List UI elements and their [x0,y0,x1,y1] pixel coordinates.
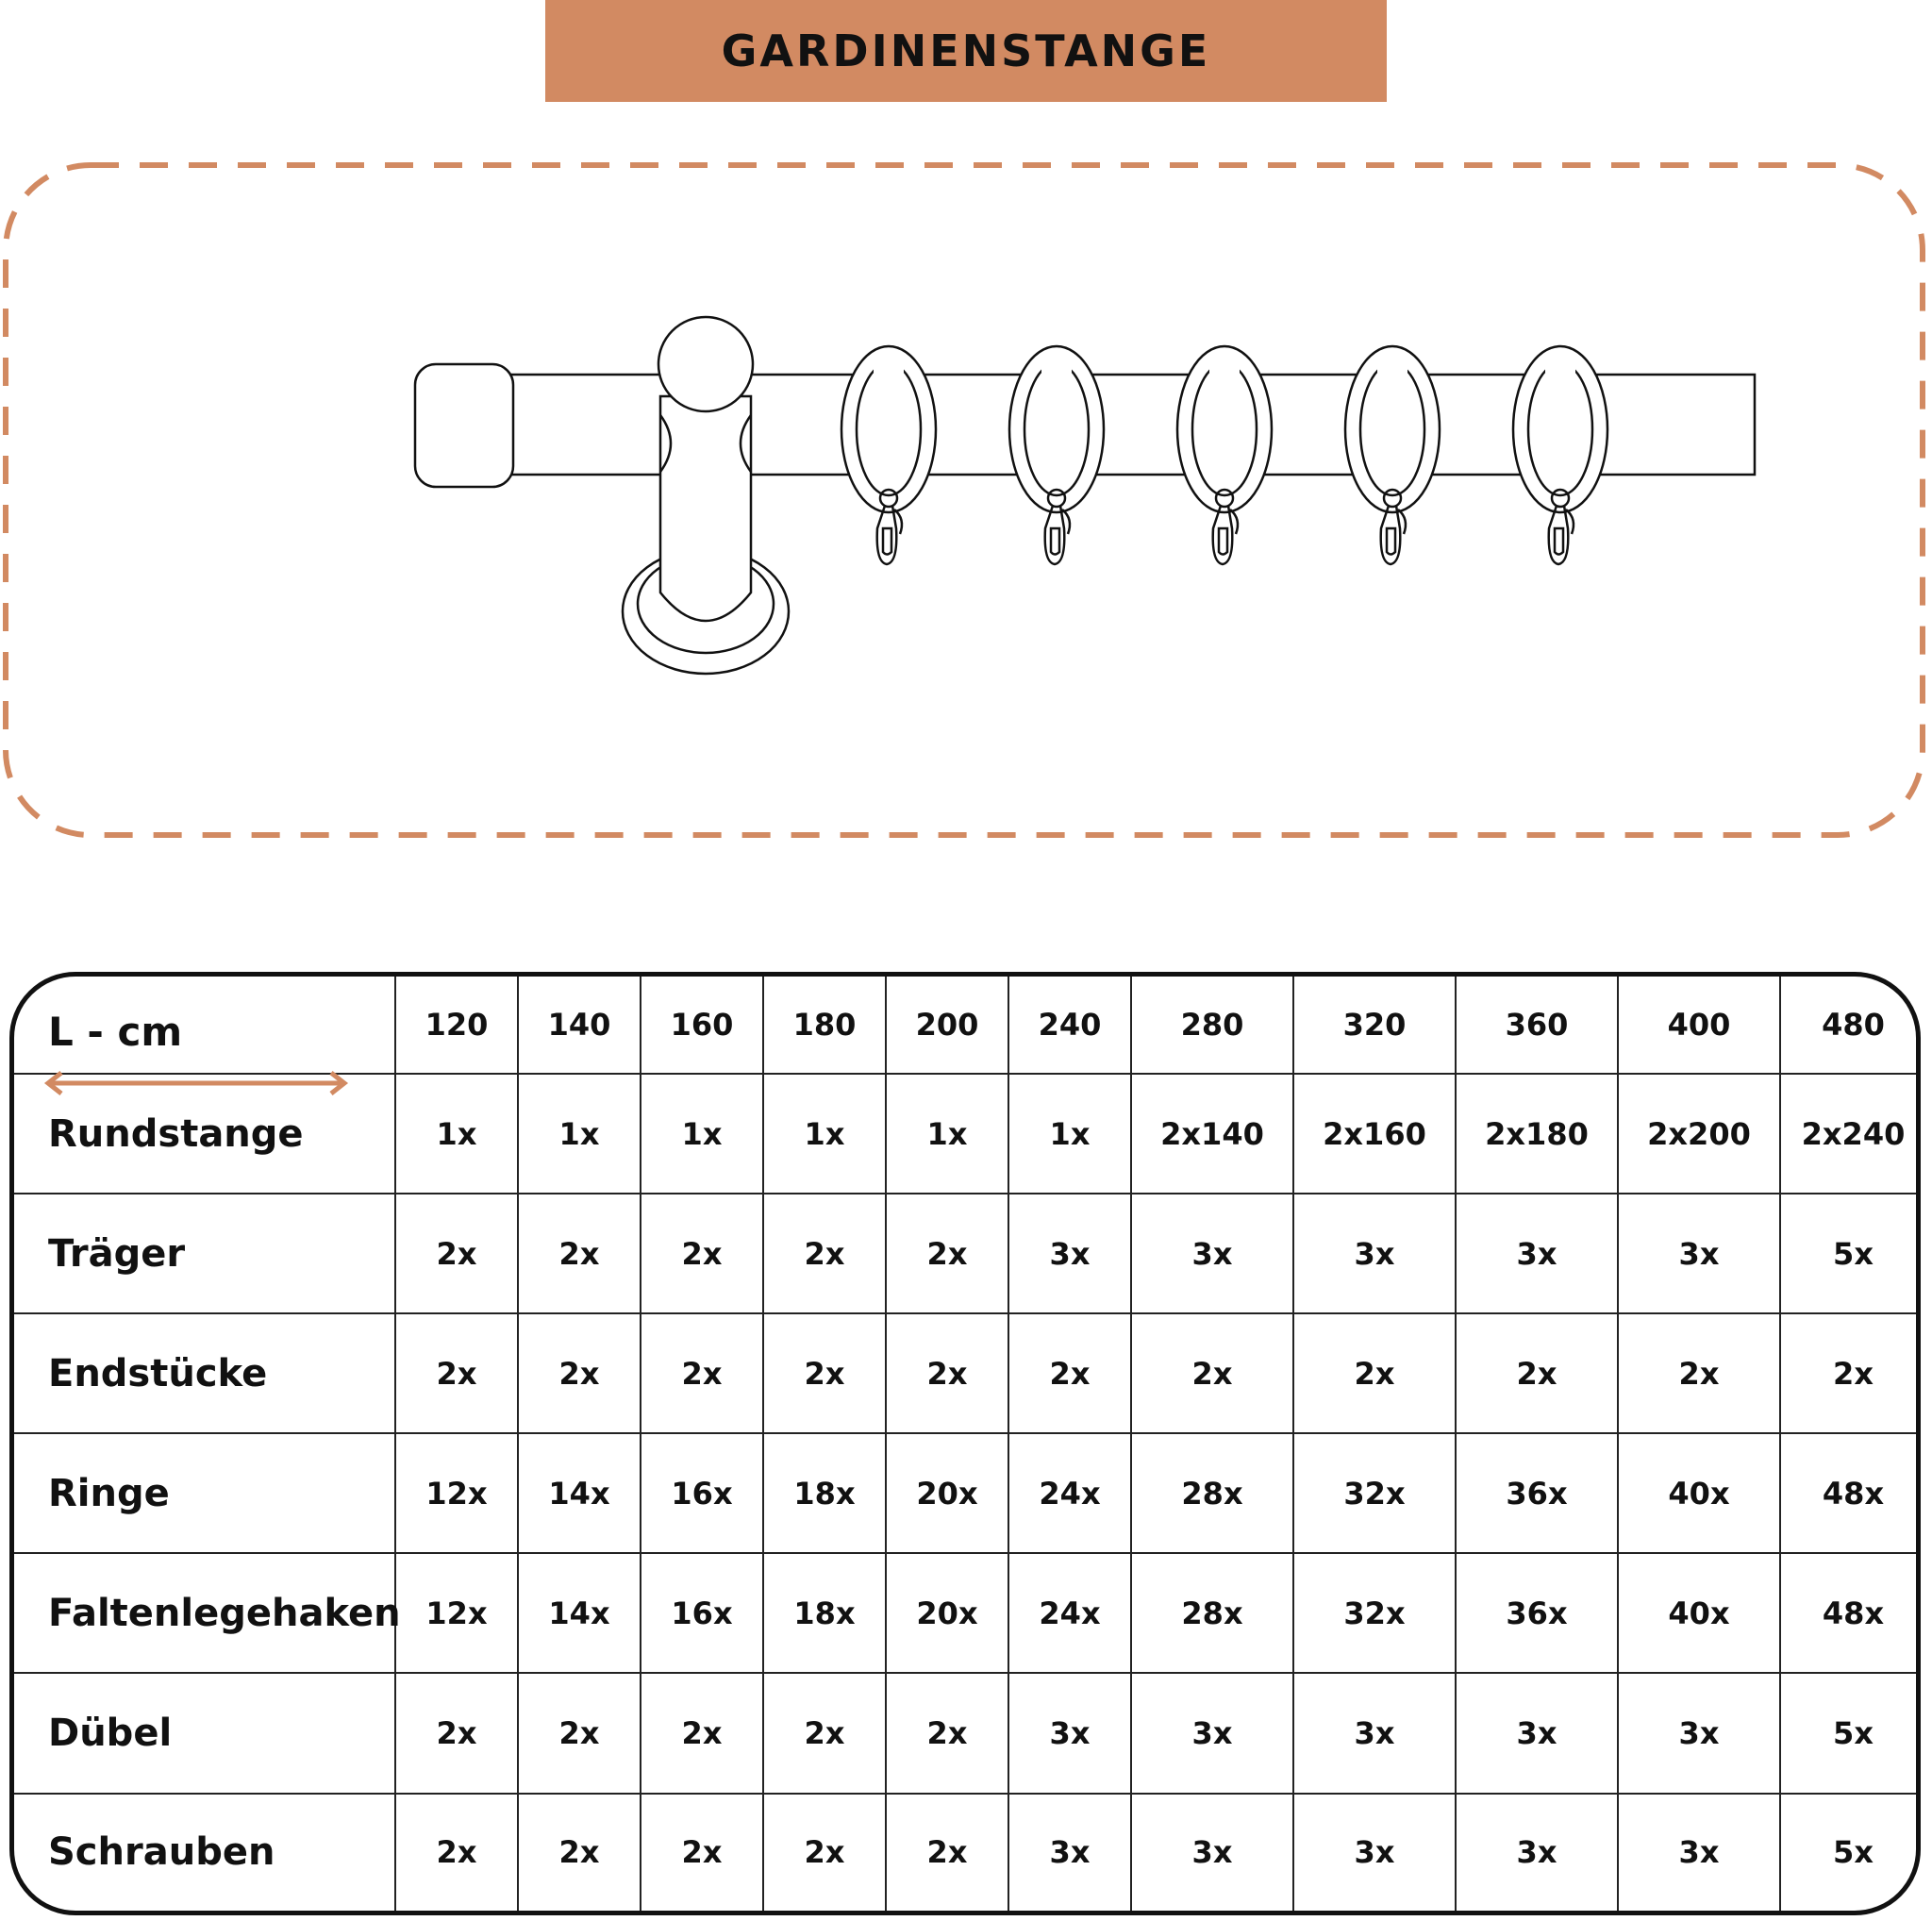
table-cell: 40x [1618,1553,1780,1673]
table-cell: 2x [1618,1313,1780,1433]
table-cell: 2x [395,1313,518,1433]
length-header-value: 140 [518,977,641,1074]
table-row [14,1313,1921,1433]
curtain-ring-icon [1345,346,1440,564]
table-cell: 5x [1780,1194,1921,1313]
table-cell: 3x [1618,1194,1780,1313]
table-cell: 2x [763,1673,886,1793]
table-row [14,1794,1921,1911]
row-label: Rundstange [14,1074,395,1194]
table-cell: 3x [1008,1194,1131,1313]
row-label: Faltenlegehaken [14,1553,395,1673]
table-cell: 3x [1293,1194,1456,1313]
table-cell: 20x [886,1433,1008,1553]
table-cell: 2x140 [1131,1074,1293,1194]
table-cell: 16x [641,1433,763,1553]
curtain-ring-icon [1009,346,1104,564]
table-cell: 3x [1131,1794,1293,1911]
length-header-value: 280 [1131,977,1293,1074]
table-cell: 20x [886,1553,1008,1673]
length-header-value: 480 [1780,977,1921,1074]
curtain-rod-illustration [0,0,1932,849]
table-cell: 2x180 [1456,1074,1618,1194]
table-cell: 5x [1780,1794,1921,1911]
table-row [14,1673,1921,1793]
table-cell: 2x [395,1194,518,1313]
table-cell: 2x160 [1293,1074,1456,1194]
table-cell: 3x [1008,1673,1131,1793]
length-header-value: 120 [395,977,518,1074]
spec-table [14,977,1921,1911]
table-cell: 48x [1780,1553,1921,1673]
length-header-value: 180 [763,977,886,1074]
table-cell: 1x [763,1074,886,1194]
table-cell: 14x [518,1553,641,1673]
table-cell: 2x [1131,1313,1293,1433]
table-cell: 2x [518,1313,641,1433]
table-cell: 3x [1456,1194,1618,1313]
table-cell: 1x [518,1074,641,1194]
table-cell: 32x [1293,1553,1456,1673]
table-cell: 3x [1293,1794,1456,1911]
length-header-value: 240 [1008,977,1131,1074]
table-row [14,1433,1921,1553]
table-cell: 2x [641,1194,763,1313]
table-cell: 3x [1618,1673,1780,1793]
table-cell: 2x [763,1313,886,1433]
row-label: Dübel [14,1673,395,1793]
table-cell: 12x [395,1553,518,1673]
row-label: Träger [14,1194,395,1313]
table-cell: 3x [1131,1673,1293,1793]
table-cell: 48x [1780,1433,1921,1553]
table-cell: 18x [763,1553,886,1673]
table-cell: 2x [763,1194,886,1313]
table-cell: 5x [1780,1673,1921,1793]
table-cell: 32x [1293,1433,1456,1553]
length-header-label: L - cm [48,1009,183,1055]
table-cell: 1x [1008,1074,1131,1194]
table-cell: 2x240 [1780,1074,1921,1194]
bracket-ball [658,317,753,411]
table-cell: 1x [395,1074,518,1194]
table-cell: 2x [395,1794,518,1911]
double-arrow-icon [41,1071,352,1095]
table-cell: 36x [1456,1433,1618,1553]
table-row [14,1553,1921,1673]
table-cell: 2x [1780,1313,1921,1433]
table-cell: 40x [1618,1433,1780,1553]
table-cell: 14x [518,1433,641,1553]
table-cell: 24x [1008,1553,1131,1673]
header-row [14,977,1921,1074]
table-cell: 2x [886,1794,1008,1911]
table-cell: 2x [1008,1313,1131,1433]
table-cell: 3x [1456,1673,1618,1793]
table-cell: 2x [395,1673,518,1793]
spec-table-container [9,972,1921,1915]
length-header-value: 200 [886,977,1008,1074]
curtain-ring-icon [841,346,936,564]
length-header-value: 400 [1618,977,1780,1074]
row-label: Endstücke [14,1313,395,1433]
table-cell: 1x [886,1074,1008,1194]
table-cell: 2x [518,1794,641,1911]
table-cell: 28x [1131,1553,1293,1673]
row-label: Ringe [14,1433,395,1553]
length-header-cell [14,977,395,1074]
length-header-value: 160 [641,977,763,1074]
length-header-value: 320 [1293,977,1456,1074]
table-cell: 12x [395,1433,518,1553]
page-title: GARDINENSTANGE [721,25,1211,76]
table-cell: 2x [886,1194,1008,1313]
table-cell: 2x [886,1673,1008,1793]
table-cell: 2x [641,1673,763,1793]
table-row [14,1194,1921,1313]
curtain-ring-icon [1513,346,1607,564]
table-cell: 2x200 [1618,1074,1780,1194]
table-cell: 18x [763,1433,886,1553]
table-cell: 2x [641,1794,763,1911]
table-cell: 3x [1618,1794,1780,1911]
table-cell: 2x [1456,1313,1618,1433]
bracket-post [660,396,751,621]
table-cell: 24x [1008,1433,1131,1553]
illustration-frame [6,165,1923,835]
table-cell: 3x [1008,1794,1131,1911]
table-cell: 3x [1456,1794,1618,1911]
table-cell: 2x [518,1673,641,1793]
table-cell: 3x [1131,1194,1293,1313]
table-cell: 36x [1456,1553,1618,1673]
table-cell: 2x [518,1194,641,1313]
table-cell: 16x [641,1553,763,1673]
table-cell: 3x [1293,1673,1456,1793]
length-header-value: 360 [1456,977,1618,1074]
table-cell: 2x [763,1794,886,1911]
curtain-ring-icon [1177,346,1272,564]
end-cap [415,364,513,487]
table-cell: 2x [886,1313,1008,1433]
table-cell: 2x [1293,1313,1456,1433]
table-cell: 2x [641,1313,763,1433]
row-label: Schrauben [14,1794,395,1911]
table-cell: 28x [1131,1433,1293,1553]
table-cell: 1x [641,1074,763,1194]
